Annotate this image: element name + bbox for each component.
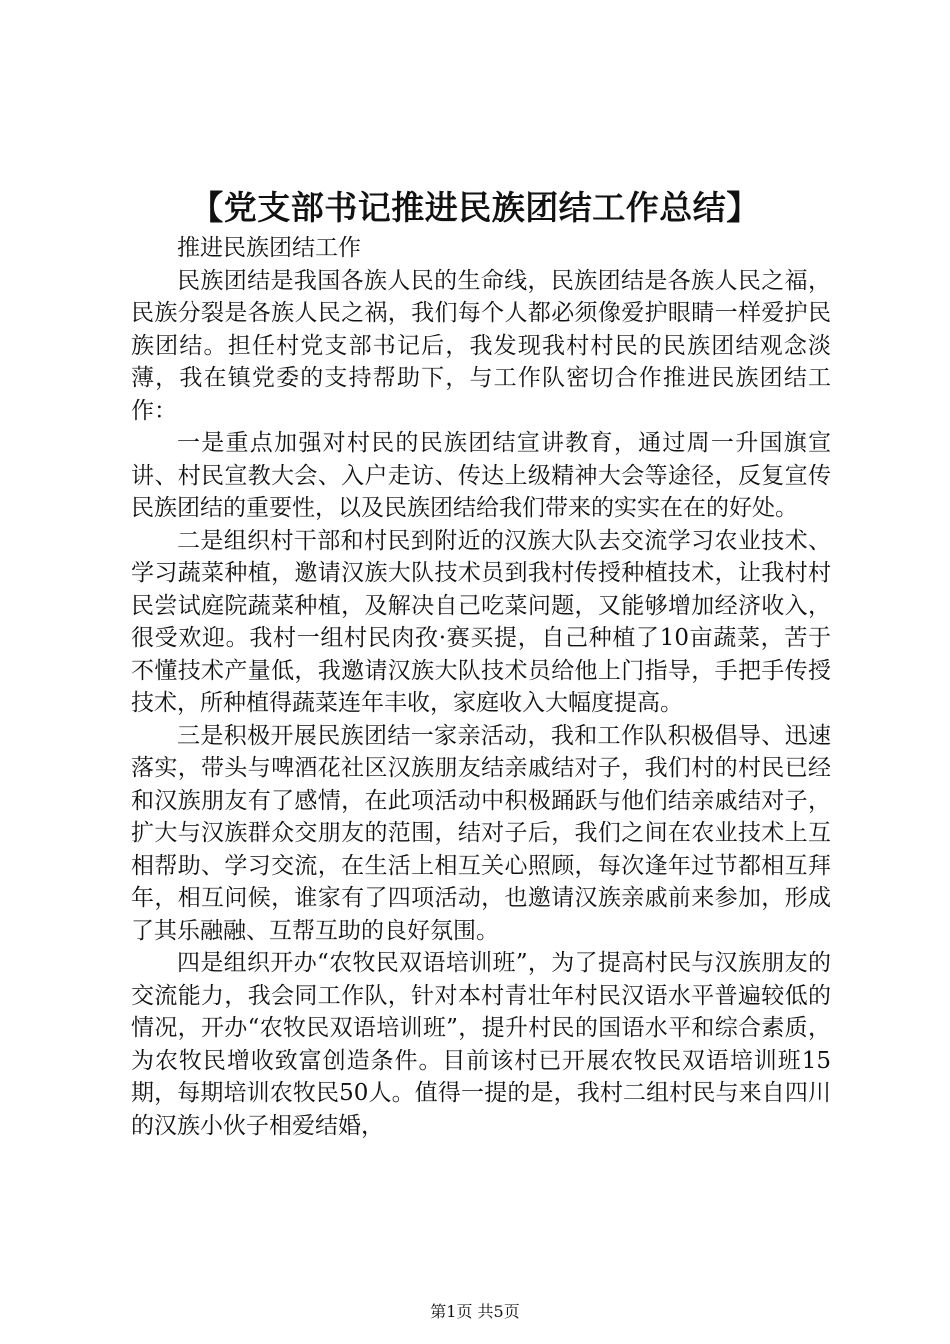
- paragraph-point-one: 一是重点加强对村民的民族团结宣讲教育，通过周一升国旗宣讲、村民宣教大会、入户走访、传达上级精神大会等途径，反复宣传民族团结的重要性，以及民族团结给我们带来的实实在在的好处。: [131, 430, 831, 521]
- paragraph-point-two: 二是组织村干部和村民到附近的汉族大队去交流学习农业技术、学习蔬菜种植，邀请汉族大队技术员到我村传授种植技术，让我村村民尝试庭院蔬菜种植，及解决自己吃菜问题，又能够增加经济收入，很受欢迎。我村一组村民肉孜·赛买提，自己种植了10亩蔬菜，苦于不懂技术产量低，我邀请汉族大队技术员给他上门指导，手把手传授技术，所种植得蔬菜连年丰收，家庭收入大幅度提高。: [131, 527, 831, 716]
- paragraph-point-four: 四是组织开办“农牧民双语培训班”，为了提高村民与汉族朋友的交流能力，我会同工作队，针对本村青壮年村民汉语水平普遍较低的情况，开办“农牧民双语培训班”，提升村民的国语水平和综合素质，为农牧民增收致富创造条件。目前该村已开展农牧民双语培训班15期，每期培训农牧民50人。值得一提的是，我村二组村民与来自四川的汉族小伙子相爱结婚，: [131, 950, 831, 1139]
- document-body: [131, 232, 831, 1142]
- document-title: 【党支部书记推进民族团结工作总结】: [190, 188, 760, 227]
- paragraph-subtitle: 推进民族团结工作: [177, 235, 361, 261]
- page-footer: 第1页 共5页: [430, 1302, 520, 1321]
- paragraph-point-three: 三是积极开展民族团结一家亲活动，我和工作队积极倡导、迅速落实，带头与啤酒花社区汉族朋友结亲戚结对子，我们村的村民已经和汉族朋友有了感情，在此项活动中积极踊跃与他们结亲戚结对子，扩大与汉族群众交朋友的范围，结对子后，我们之间在农业技术上互相帮助、学习交流，在生活上相互关心照顾，每次逢年过节都相互拜年，相互问候，谁家有了四项活动，也邀请汉族亲戚前来参加，形成了其乐融融、互帮互助的良好氛围。: [131, 722, 831, 944]
- paragraph-intro: 民族团结是我国各族人民的生命线，民族团结是各族人民之福，民族分裂是各族人民之祸，我们每个人都必须像爱护眼睛一样爱护民族团结。担任村党支部书记后，我发现我村村民的民族团结观念淡薄，我在镇党委的支持帮助下，与工作队密切合作推进民族团结工作：: [131, 267, 831, 424]
